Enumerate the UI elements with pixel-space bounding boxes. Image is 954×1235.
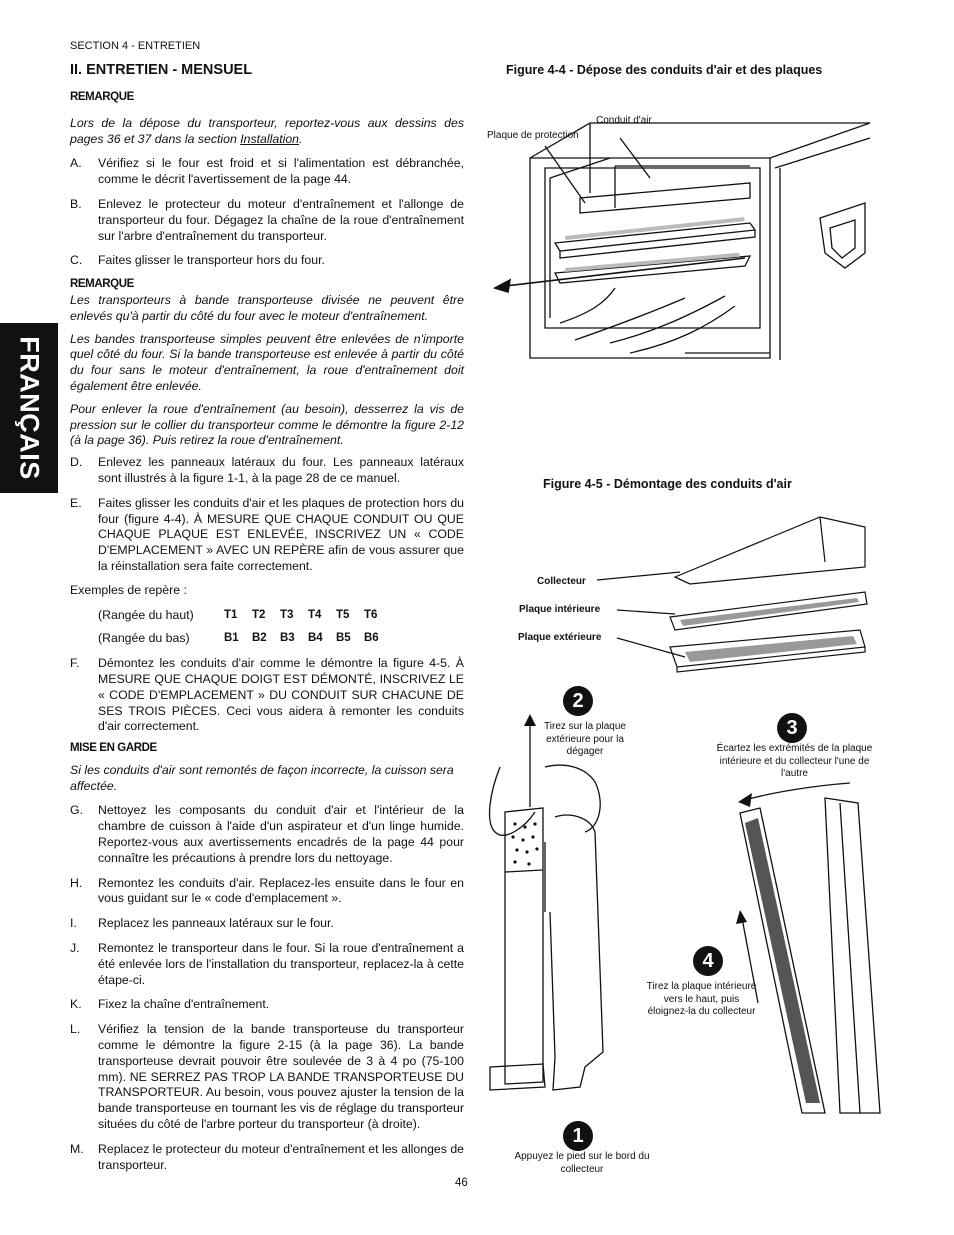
step-f: F. Démontez les conduits d'air comme le démontre la figure 4-5. À MESURE QUE CHAQUE DOIGT EST DÉMONTÉ, INSCRIVEZ LE « CODE D'EMPLACEMENT » DU CONDUIT SUR CHACUNE DE SES TROIS PIÈCES. Ceci vous aidera à remonter les conduits d'air correctement. xyxy=(70,656,464,734)
label-collector: Collecteur xyxy=(537,576,586,587)
step-g: G. Nettoyez les composants du conduit d'air et l'intérieur de la chambre de cuisson à l'aide d'un aspirateur et d'un linge humide. Reportez-vous aux avertissements encadrés de la page 44 pour connaître les précautions à prendre lors du nettoyage. xyxy=(70,803,464,865)
step-h: H. Remontez les conduits d'air. Replacez-les ensuite dans le four en vous guidant sur le « code d'emplacement ». xyxy=(70,875,464,906)
step-i: I. Replacez les panneaux latéraux sur le four. xyxy=(70,916,334,931)
step-c-note-1: Les transporteurs à bande transporteuse divisée ne peuvent être enlevés qu'à partir du côté du four avec le moteur d'entraînement. xyxy=(70,292,464,323)
step-1-badge: 1 xyxy=(563,1121,593,1151)
example-row-bottom: (Rangée du bas) B1 B2 B3 B4 B5 B6 xyxy=(98,631,379,646)
figure-4-5-caption: Figure 4-5 - Démontage des conduits d'air xyxy=(543,477,792,491)
step-d: D. Enlevez les panneaux latéraux du four. Les panneaux latéraux sont illustrés à la figure 1-1, à la page 28 de ce manuel. xyxy=(70,455,464,485)
step-c-note-2: Les bandes transporteuse simples peuvent être enlevées de n'importe quel côté du four. Si la bande transporteuse est enlevée à partir du côté du four sans le moteur d'entraînement, la roue d'entraînement doit également être enlevée. xyxy=(70,331,464,393)
step-k: K. Fixez la chaîne d'entraînement. xyxy=(70,997,270,1012)
step-c: C. Faites glisser le transporteur hors du four. xyxy=(70,253,325,268)
step-a: A. Vérifiez si le four est froid et si l'alimentation est débranchée, comme le décrit l'avertissement de la page 44. xyxy=(70,156,464,187)
step-4-text: Tirez la plaque intérieure vers le haut, puis éloignez-la du collecteur xyxy=(646,981,757,1017)
step-1-text: Appuyez le pied sur le bord du collecteur xyxy=(514,1151,650,1175)
label-outer-plate: Plaque extérieure xyxy=(518,632,602,643)
instructions-column xyxy=(70,90,464,1182)
step-2-badge: 2 xyxy=(563,686,593,716)
installation-reference: Installation xyxy=(240,131,300,146)
label-air-duct: Conduit d'air xyxy=(596,115,652,126)
step-e: E. Faites glisser les conduits d'air et les plaques de protection hors du four (figure 4-4). À MESURE QUE CHAQUE CONDUIT OU QUE CHAQUE PLAQUE EST ENLEVÉE, INSCRIVEZ UN « CODE D'EMPLACEMENT » AVEC UN REPÈRE afin de vous assurer que la réinstallation sera faite correctement. xyxy=(70,495,464,573)
duct-separation-illustration xyxy=(730,778,885,1118)
step-l: L. Vérifiez la tension de la bande transporteuse du transporteur comme le démontre la figure 2-15 (à la page 36). La bande transporteuse devrait pouvoir être soulevée de 3 à 4 po (75-100 mm). NE SERREZ PAS TROP LA BANDE TRANSPORTEUSE DU TRANSPORTEUR. Au besoin, vous pouvez ajuster la tension de la bande transporteuse en tournant les vis de réglage du transporteur situées du côté de l'arbre porteur du transporteur (à droite). xyxy=(70,1022,464,1132)
intro-note xyxy=(70,116,464,148)
label-protection-plate: Plaque de protection xyxy=(487,130,579,141)
step-m: M. Replacez le protecteur du moteur d'entraînement et les allonges de transporteur. xyxy=(70,1141,465,1172)
remarque-label: REMARQUE xyxy=(70,91,134,103)
duct-exploded-view xyxy=(595,512,875,680)
label-inner-plate: Plaque intérieure xyxy=(519,604,601,615)
example-row-top: (Rangée du haut) T1 T2 T3 T4 T5 T6 xyxy=(98,607,378,622)
examples-label: Exemples de repère : xyxy=(70,582,187,597)
step-j: J. Remontez le transporteur dans le four. Si la roue d'entraînement a été enlevée lors de l'installation du transporteur, replacez-la à cette étape-ci. xyxy=(70,941,464,987)
language-tab-label: FRANÇAIS xyxy=(14,336,45,480)
caution-text: Si les conduits d'air sont remontés de façon incorrecte, la cuisson sera affectée. xyxy=(70,762,454,793)
oven-duct-removal-illustration xyxy=(480,108,880,368)
language-tab xyxy=(0,323,58,493)
intro-period: . xyxy=(299,131,303,146)
step-4-badge: 4 xyxy=(693,946,723,976)
section-header: SECTION 4 - ENTRETIEN xyxy=(70,40,201,52)
intro-text: Lors de la dépose du transporteur, reportez-vous aux dessins des pages 36 et 37 dans la section xyxy=(70,115,464,146)
step-c-remarque: REMARQUE xyxy=(70,278,134,291)
step-2-text: Tirez sur la plaque extérieure pour la dégager xyxy=(544,721,626,757)
person-pulling-plate-illustration xyxy=(485,712,615,1097)
page-title: II. ENTRETIEN - MENSUEL xyxy=(70,62,253,78)
caution-label: MISE EN GARDE xyxy=(70,742,157,755)
figure-4-4-caption: Figure 4-4 - Dépose des conduits d'air et des plaques xyxy=(506,63,823,77)
step-b: B. Enlevez le protecteur du moteur d'entraînement et l'allonge de transporteur du four. Dégagez la chaîne de la roue d'entraînement sur l'arbre d'entraînement du transporteur. xyxy=(70,196,464,243)
step-3-badge: 3 xyxy=(777,713,807,743)
step-3-text: Écartez les extrémités de la plaque intérieure et du collecteur l'une de l'autre xyxy=(716,743,873,779)
step-c-note-3: Pour enlever la roue d'entraînement (au besoin), desserrez la vis de pression sur le collier du transporteur comme le démontre la figure 2-12 (à la page 36). Puis retirez la roue d'entraînement. xyxy=(70,401,464,448)
page-number: 46 xyxy=(455,1177,468,1189)
